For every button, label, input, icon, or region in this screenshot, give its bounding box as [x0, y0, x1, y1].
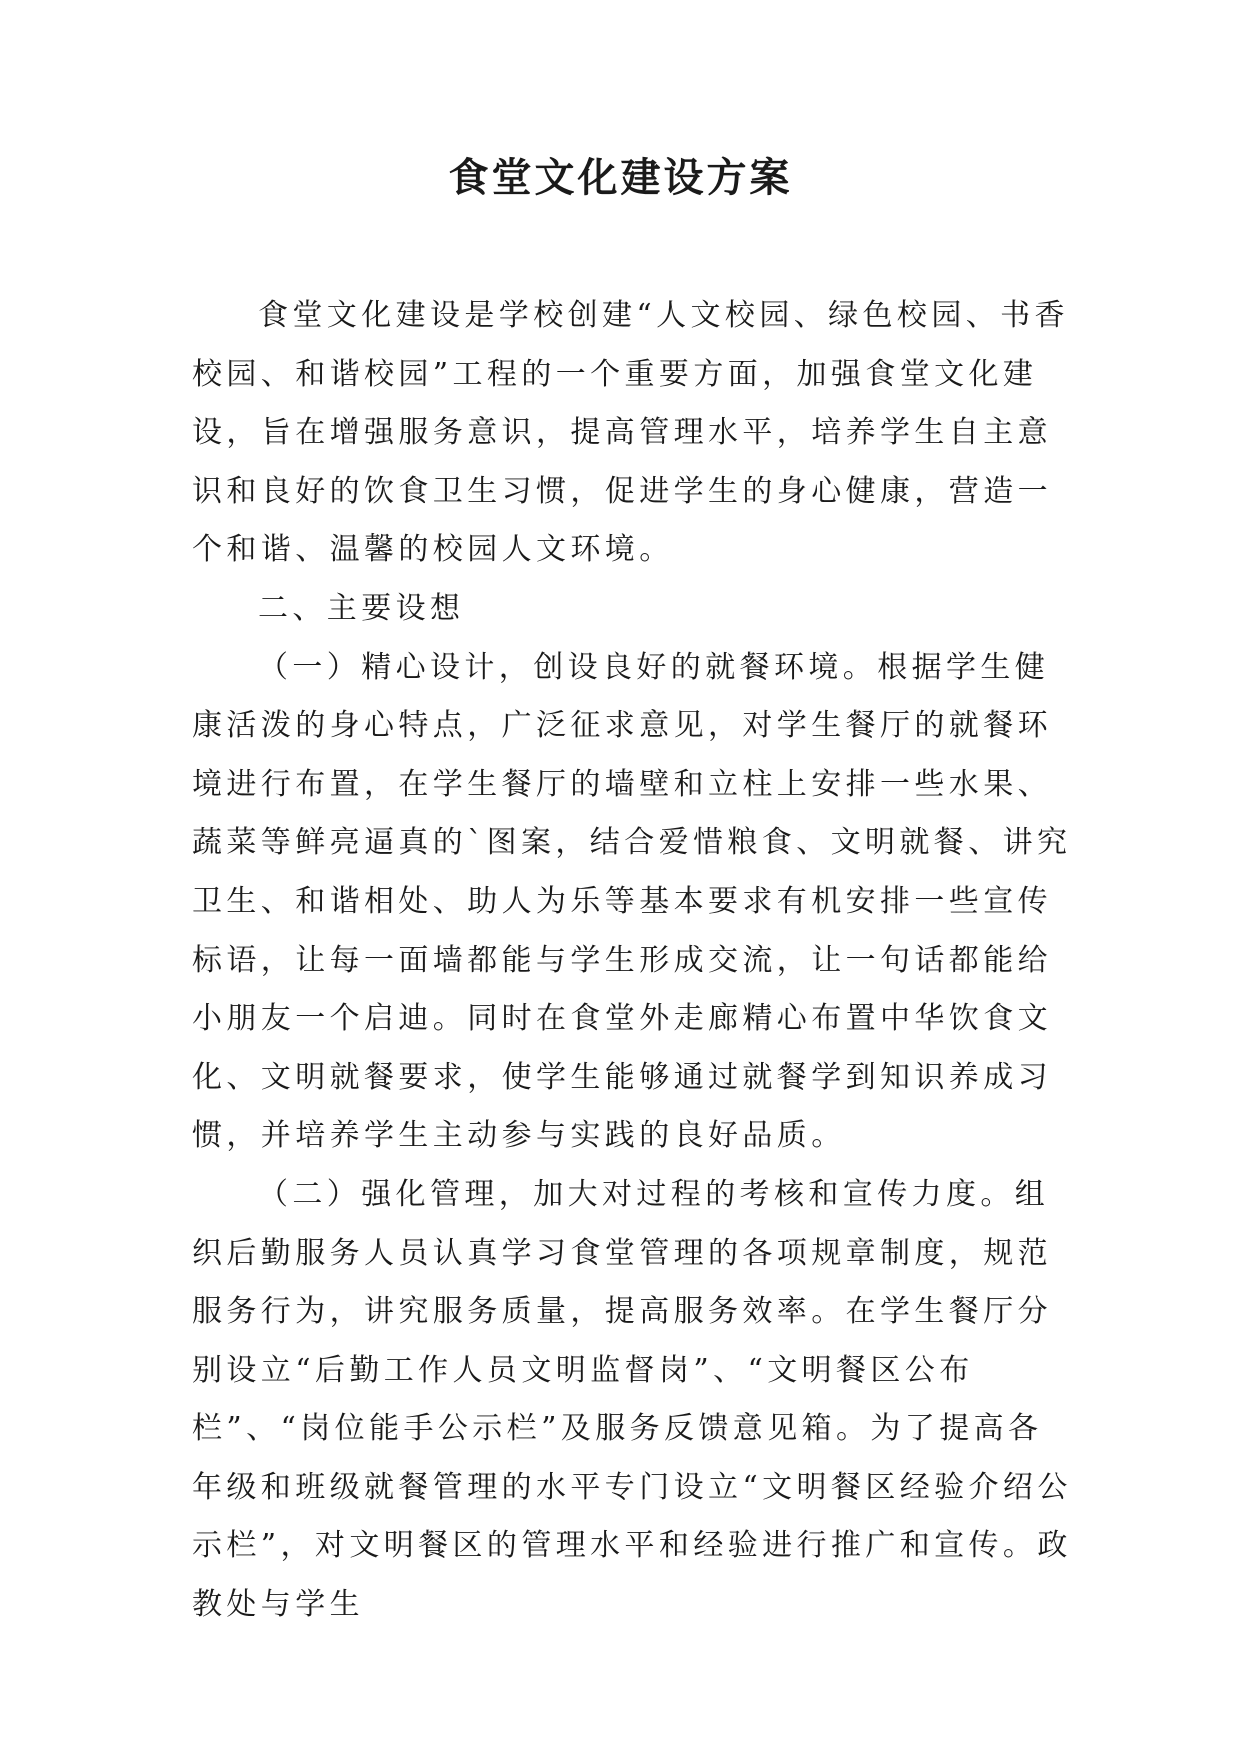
document-title: 食堂文化建设方案 — [448, 154, 793, 201]
document-body — [192, 287, 1072, 1635]
intro-paragraph: 食堂文化建设是学校创建“人文校园、绿色校园、书香校园、和谐校园”工程的一个重要方面，加强食堂文化建设，旨在增强服务意识，提高管理水平，培养学生自主意识和良好的饮食卫生习惯，促进学生的身心健康，营造一个和谐、温馨的校园人文环境。 — [192, 298, 1069, 568]
paragraph-item-1: （一）精心设计，创设良好的就餐环境。根据学生健康活泼的身心特点，广泛征求意见，对学生餐厅的就餐环境进行布置，在学生餐厅的墙壁和立柱上安排一些水果、蔬菜等鲜亮逼真的`图案，结合爱惜粮食、文明就餐、讲究卫生、和谐相处、助人为乐等基本要求有机安排一些宣传标语，让每一面墙都能与学生形成交流，让一句话都能给小朋友一个启迪。同时在食堂外走廊精心布置中华饮食文化、文明就餐要求，使学生能够通过就餐学到知识养成习惯，并培养学生主动参与实践的良好品质。 — [192, 649, 1072, 1154]
paragraph-item-2: （二）强化管理，加大对过程的考核和宣传力度。组织后勤服务人员认真学习食堂管理的各项规章制度，规范服务行为，讲究服务质量，提高服务效率。在学生餐厅分别设立“后勤工作人员文明监督岗”、“文明餐区公布栏”、“岗位能手公示栏”及服务反馈意见箱。为了提高各年级和班级就餐管理的水平专门设立“文明餐区经验介绍公示栏”，对文明餐区的管理水平和经验进行推广和宣传。政教处与学生 — [192, 1176, 1072, 1623]
section-heading-main-ideas: 二、主要设想 — [258, 590, 465, 626]
